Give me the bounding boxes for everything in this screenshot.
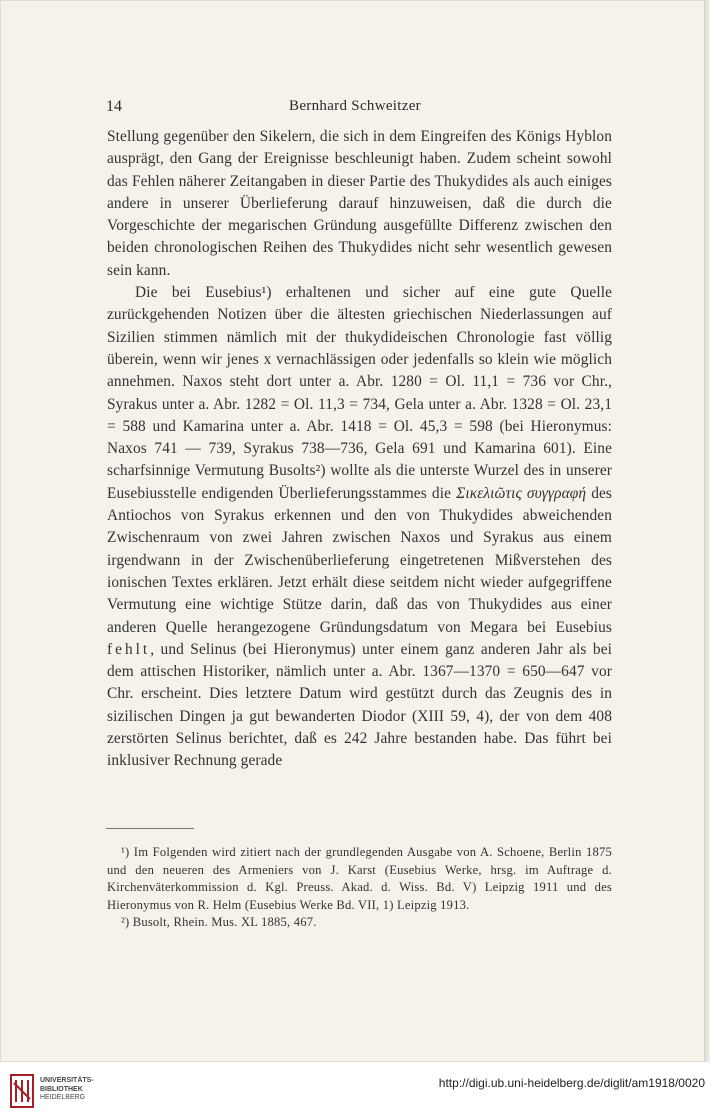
permalink-url[interactable]: http://digi.ub.uni-heidelberg.de/diglit/am1918/0020 <box>438 1076 705 1090</box>
paragraph-2 <box>107 282 612 773</box>
viewer-footer <box>0 1066 715 1118</box>
greek-title: Σικελιῶτις συγγραφή <box>456 484 587 502</box>
library-name-line-3: HEIDELBERG <box>40 1094 86 1101</box>
running-head <box>106 98 604 118</box>
paragraph-2-part-b: des Antiochos von Syrakus erkennen und den von Thukydides abweichenden Zwischenraum von zwei Jahren zwischen Naxos und Syrakus aus einem irgendwann in der Zwischenüberlieferung eingetretenen Mißverstehen des ionischen Textes erklären. Jetzt erhält diese seitdem nicht wieder aufgegriffene Vermutung eine wichtige Stütze darin, daß das von Thukydides aus einer anderen Quelle herangezogene Gründungsdatum von Megara bei Eusebius <box>107 484 613 636</box>
page-number: 14 <box>106 98 122 115</box>
library-name[interactable] <box>40 1077 94 1103</box>
footnote-1: ¹) Im Folgenden wird zitiert nach der grundlegenden Ausgabe von A. Schoene, Berlin 1875 und den neueren des Armeniers von J. Karst (Eusebius Werke, hrsg. im Auftrage d. Kirchenväterkommission d. Kgl. Preuss. Akad. d. Wiss. Bd. V) Leipzig 1911 und des Hieronymus von R. Helm (Eusebius Werke Bd. VII, 1) Leipzig 1913. <box>107 845 612 912</box>
page-edge <box>704 0 710 1062</box>
paragraph-2-part-c: , und Selinus (bei Hieronymus) unter einem ganz anderen Jahr als bei dem attischen Historiker, nämlich unter a. Abr. 1367—1370 = 650—647 vor Chr. erscheint. Dies letztere Datum wird gestützt durch das Zeugnis des in sizilischen Dingen ja gut bewanderten Diodor (XIII 59, 4), der von dem 408 zerstörten Selinus berichtet, daß es 242 Jahre bestanden habe. Das führt bei inklusiver Rechnung gerade <box>107 640 612 770</box>
library-name-line-1: UNIVERSITÄTS- <box>40 1077 94 1084</box>
footnotes <box>107 844 612 932</box>
library-logo-icon[interactable] <box>8 1072 36 1110</box>
library-name-line-2: BIBLIOTHEK <box>40 1085 83 1093</box>
emphasis-spaced: fehlt <box>107 640 151 658</box>
footnote-divider <box>106 828 194 829</box>
running-title: Bernhard Schweitzer <box>289 98 421 114</box>
footnote-2: ²) Busolt, Rhein. Mus. XL 1885, 467. <box>121 915 317 930</box>
body-text <box>107 126 612 773</box>
paragraph-1: Stellung gegenüber den Sikelern, die sich in dem Eingreifen des Königs Hyblon ausprägt, den Gang der Ereignisse beschleunigt haben. Zudem scheint sowohl das Fehlen näherer Zeitangaben in dieser Partie des Thukydides als auch einiges andere in unserer Überlieferung darauf hinzuweisen, daß die durch die Vorgeschichte der megarischen Gründung ausgefüllte Differenz zwischen den beiden chronologischen Reihen des Thukydides nicht sehr wesentlich gewesen sein kann. <box>107 128 612 279</box>
paragraph-2-part-a: Die bei Eusebius¹) erhaltenen und sicher auf eine gute Quelle zurückgehenden Notizen über die ältesten griechischen Niederlassungen auf Sizilien stimmen nämlich mit der thukydideischen Chronologie fast völlig überein, wenn wir jenes x vernachlässigen oder jedenfalls so klein wie möglich annehmen. Naxos steht dort unter a. Abr. 1280 = Ol. 11,1 = 736 vor Chr., Syrakus unter a. Abr. 1282 = Ol. 11,3 = 734, Gela unter a. Abr. 1328 = Ol. 23,1 = 588 und Kamarina unter a. Abr. 1418 = Ol. 45,3 = 598 (bei Hieronymus: Naxos 741 — 739, Syrakus 738—736, Gela 691 und Kamarina 601). Eine scharfsinnige Vermutung Busolts²) wollte als die unterste Wurzel des in unserer Eusebiusstelle endigenden Überlieferungsstammes die <box>107 284 612 502</box>
